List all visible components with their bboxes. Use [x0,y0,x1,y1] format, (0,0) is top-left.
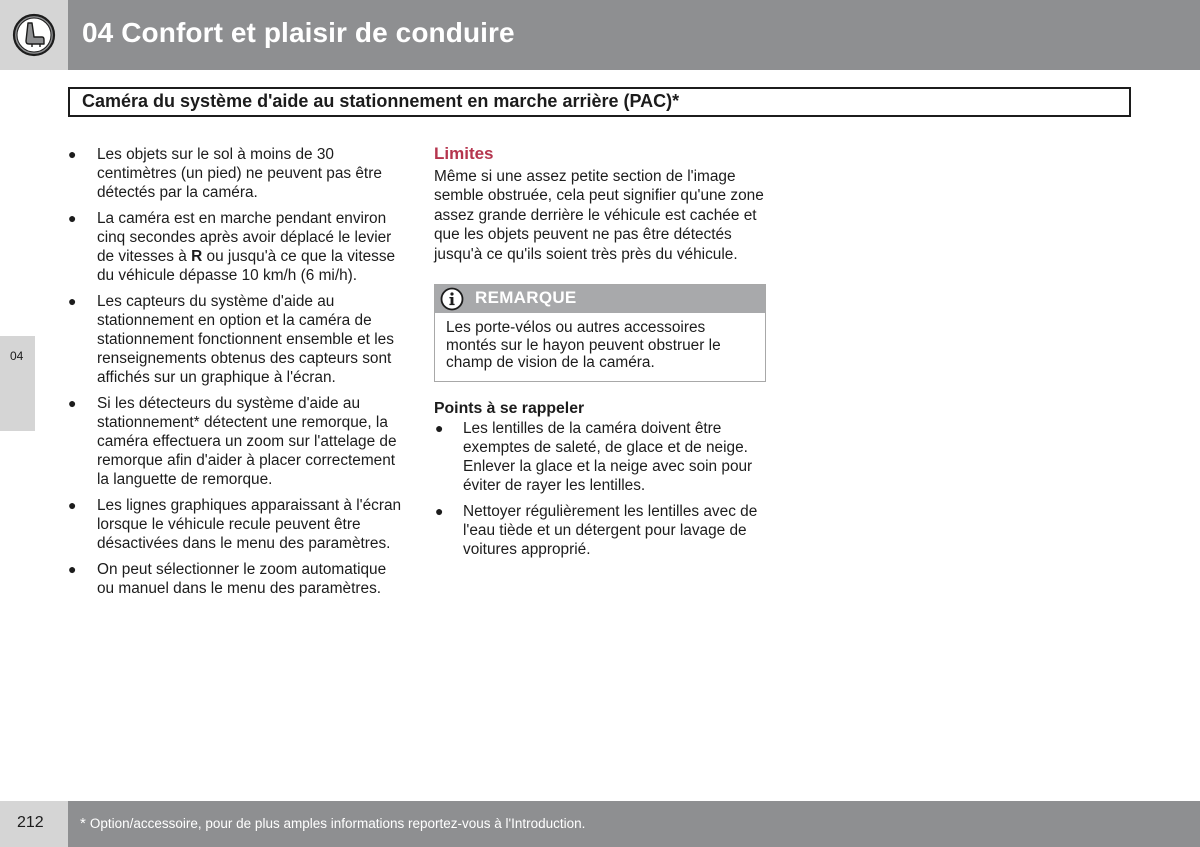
list-item [68,209,404,285]
limits-heading: Limites [434,144,494,163]
gear-position-r: R [191,248,203,265]
middle-column [434,145,766,566]
bullet-icon: ● [68,561,77,577]
bullet-icon: ● [68,293,77,309]
limits-paragraph: Même si une assez petite section de l'image semble obstruée, cela peut signifier qu'une zone assez grande derrière le véhicule est cachée et que les objets peuvent ne pas être détectés jusqu'à ce qu'ils soient très près du véhicule. [434,168,764,263]
note-box [434,284,766,382]
note-text: Les porte-vélos ou autres accessoires montés sur le hayon peuvent obstruer le champ de vision de la caméra. [446,319,721,372]
left-column [68,145,404,605]
chapter-icon-box [0,0,68,70]
bullet-text: Les objets sur le sol à moins de 30 centimètres (un pied) ne peuvent pas être détectés par la caméra. [97,146,382,201]
bullet-icon: ● [68,210,77,226]
info-icon [440,287,464,311]
footer-note [80,815,585,832]
bullet-icon: ● [68,395,77,411]
section-title: Caméra du système d'aide au stationnement en marche arrière (PAC)* [68,87,1131,117]
asterisk-marker: * [80,815,86,832]
bullet-text: Nettoyer régulièrement les lentilles avec de l'eau tiède et un détergent pour lavage de voitures approprié. [463,502,758,558]
bullet-text: Les lentilles de la caméra doivent être exemptes de saleté, de glace et de neige. Enlever la glace et la neige avec soin pour éviter de rayer les lentilles. [463,419,753,494]
list-item [68,394,404,489]
bullet-text: Si les détecteurs du système d'aide au stationnement* détectent une remorque, la caméra effectuera un zoom sur l'attelage de remorque afin d'aider à placer correctement la languette de remorque. [97,395,397,488]
list-item [434,419,766,495]
chapter-title: 04 Confort et plaisir de conduire [82,17,515,48]
footer-note-text: Option/accessoire, pour de plus amples informations reportez-vous à l'Introduction. [89,816,586,831]
bullet-text: Les lignes graphiques apparaissant à l'écran lorsque le véhicule recule peuvent être désactivées dans le menu des paramètres. [97,497,402,552]
bullet-text-after: ou jusqu'à ce que la vitesse du véhicule dépasse 10 km/h (6 mi/h). [97,248,396,284]
seat-icon [12,13,56,57]
bullet-text: Les capteurs du système d'aide au stationnement en option et la caméra de stationnement fonctionnent ensemble et les renseignements obtenus des capteurs sont affichés sur un graphique à l'écran. [97,293,394,386]
bullet-icon: ● [435,502,444,519]
chapter-side-tab-label: 04 [10,349,24,363]
list-item [68,560,404,598]
page-number: 212 [17,814,44,831]
note-header [435,285,765,313]
bullet-text: On peut sélectionner le zoom automatique ou manuel dans le menu des paramètres. [97,561,387,597]
bullet-icon: ● [435,419,444,436]
list-item [68,292,404,387]
left-bullet-list [68,145,404,598]
bullet-icon: ● [68,497,77,513]
points-bullet-list [434,419,766,559]
list-item [68,496,404,553]
points-heading: Points à se rappeler [434,399,585,417]
note-title: REMARQUE [475,288,577,308]
list-item [434,502,766,559]
list-item [68,145,404,202]
bullet-icon: ● [68,146,77,162]
bullet-text-before: La caméra est en marche pendant environ cinq secondes après avoir déplacé le levier de vitesses à [97,210,392,265]
